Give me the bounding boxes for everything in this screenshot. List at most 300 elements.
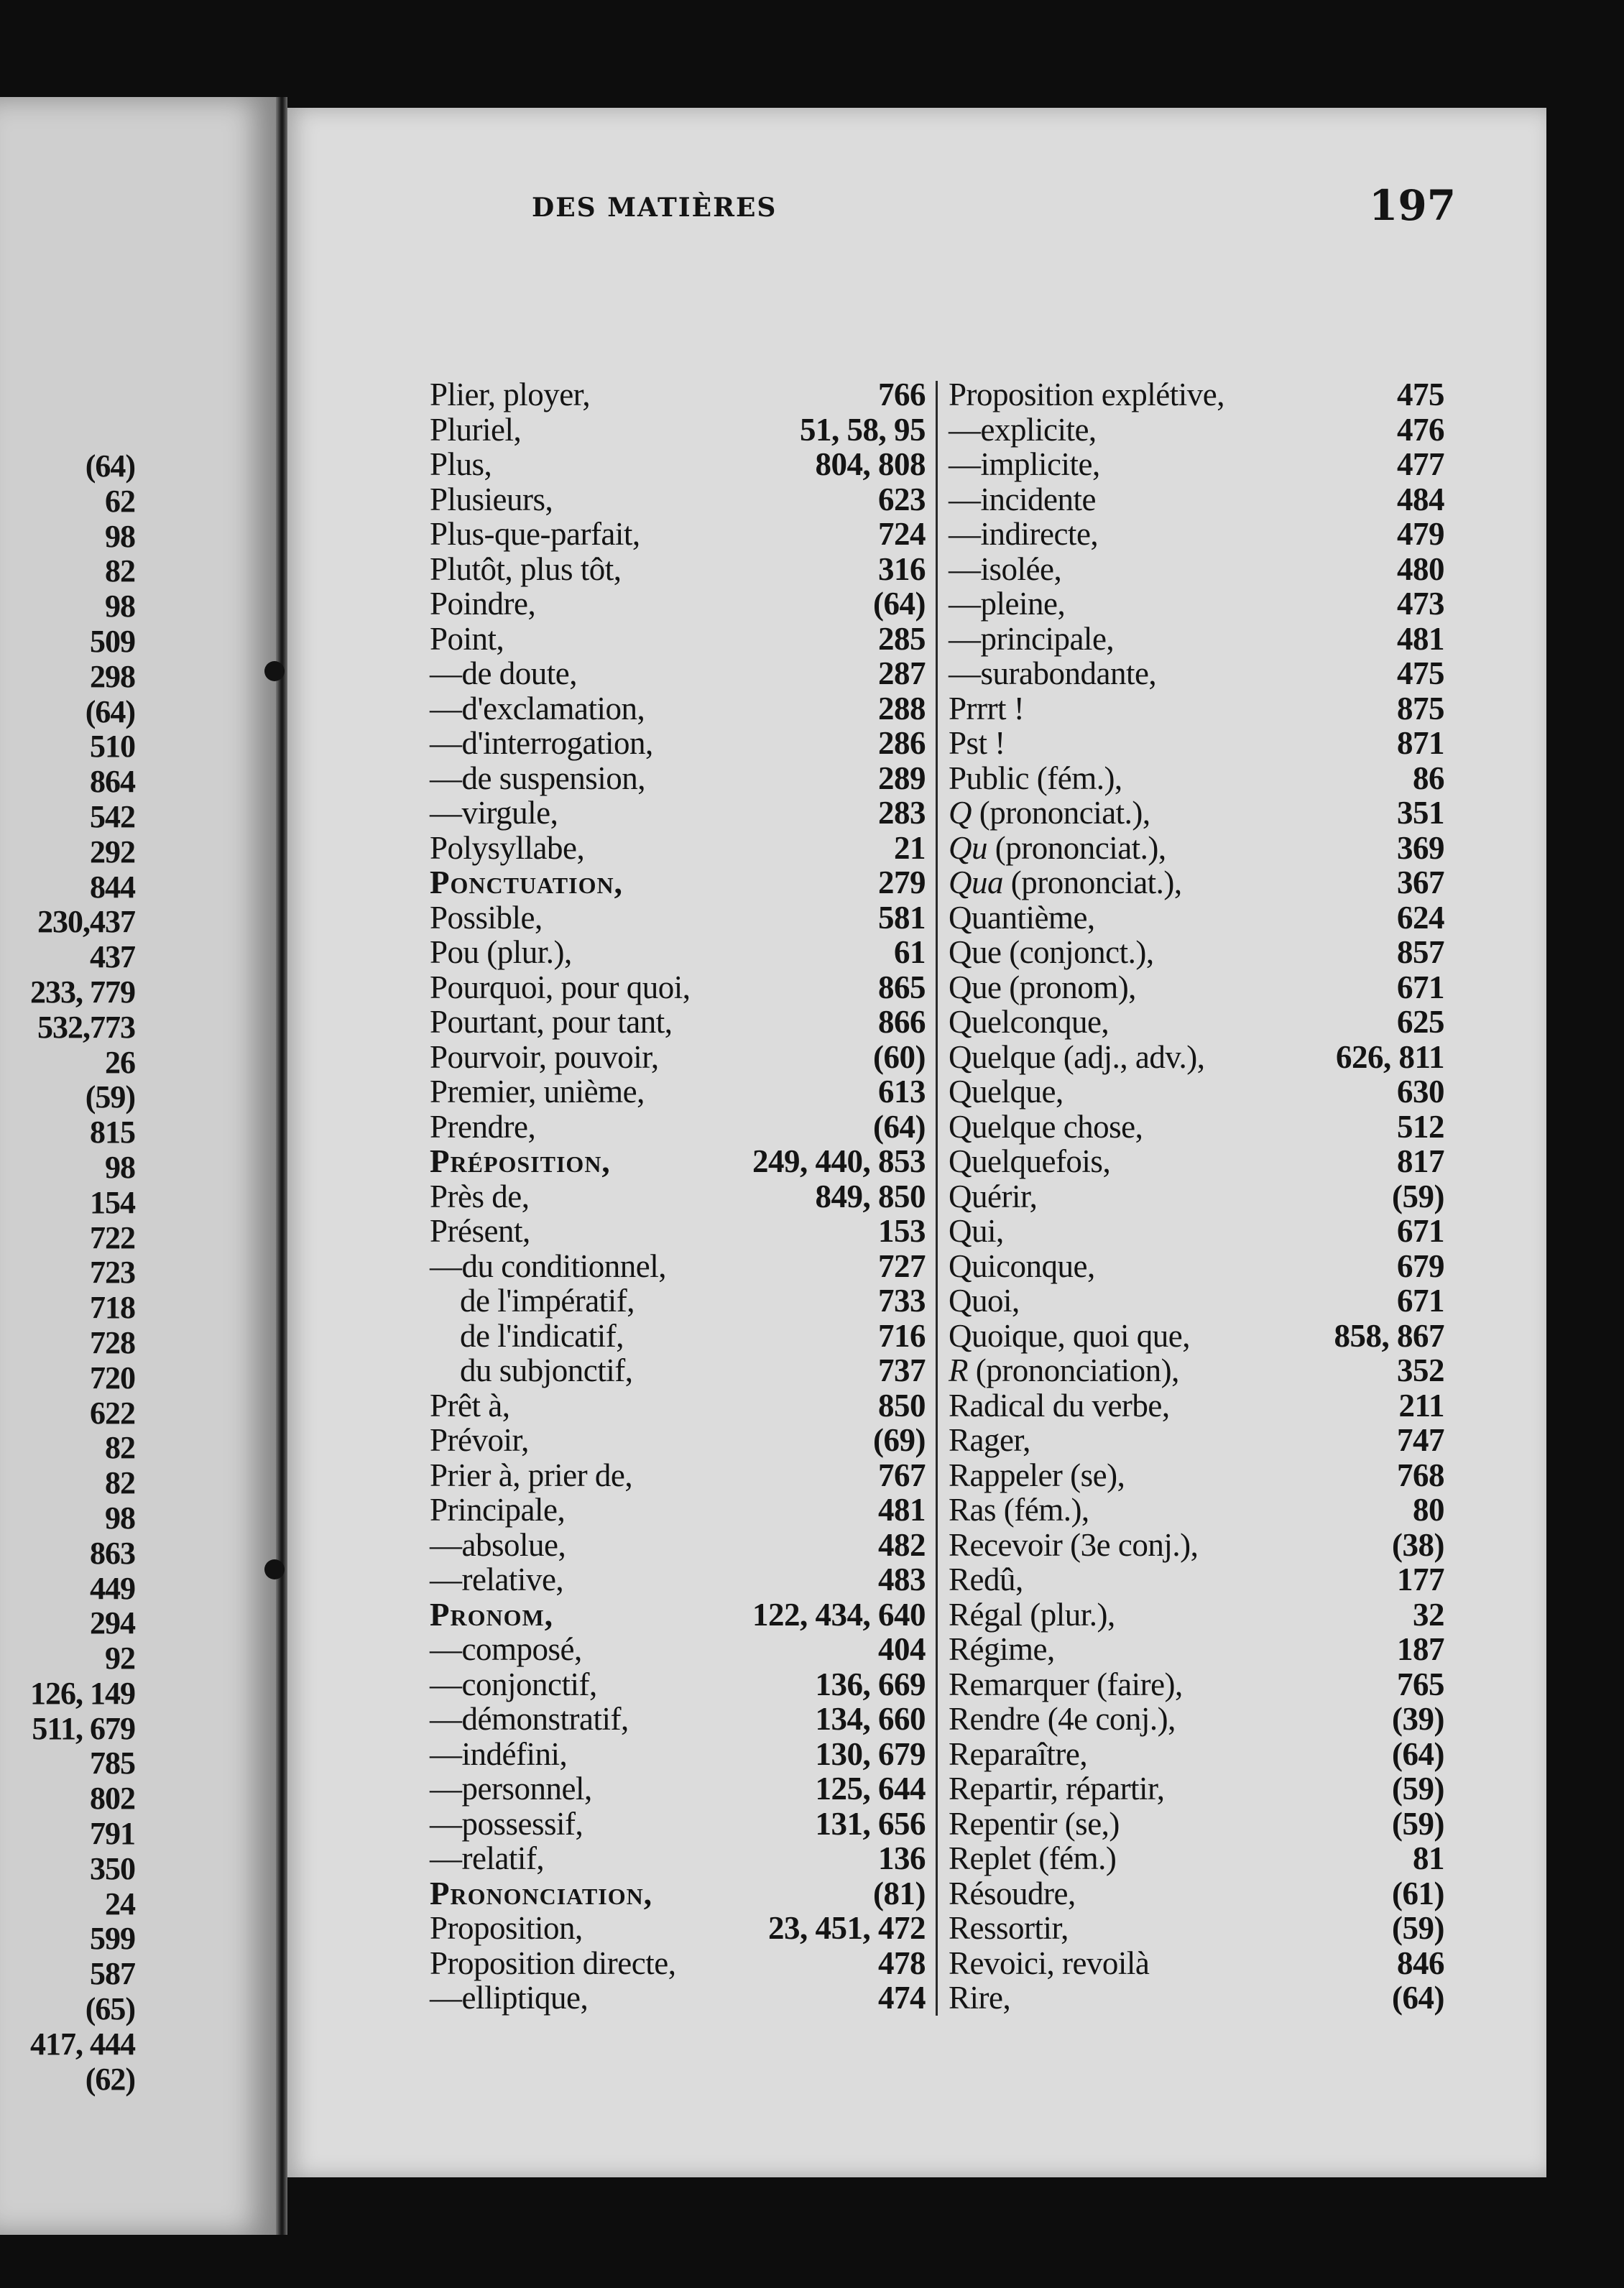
index-entry [430, 1144, 926, 1179]
index-entry [430, 1179, 926, 1214]
index-page-reference: 581 [878, 899, 926, 936]
index-page-reference: (39) [1392, 1701, 1444, 1737]
index-term: Quoi, [949, 1283, 1020, 1319]
index-term: Remarquer (faire), [949, 1666, 1183, 1702]
index-term: —indirecte, [949, 516, 1099, 552]
index-term: Quelquefois, [949, 1143, 1111, 1179]
index-page-reference: 474 [878, 1980, 926, 2016]
index-term: Présent, [430, 1213, 530, 1249]
index-page-reference: (69) [873, 1422, 926, 1458]
index-page-reference: 477 [1397, 446, 1444, 482]
index-entry [949, 900, 1444, 936]
index-entry [949, 482, 1444, 517]
index-page-reference: (38) [1392, 1526, 1444, 1563]
index-page-reference: 211 [1398, 1387, 1444, 1424]
index-entry [949, 795, 1444, 831]
index-entry [949, 1423, 1444, 1458]
previous-page-number: 542 [90, 798, 135, 834]
index-page-reference: 369 [1397, 829, 1444, 866]
index-entry [430, 900, 926, 936]
index-entry [949, 1597, 1444, 1633]
index-entry [430, 412, 926, 448]
binding-stitch [264, 661, 285, 681]
previous-page-fragment [0, 97, 277, 2235]
index-page-reference: 61 [894, 934, 926, 970]
index-term: Ressortir, [949, 1910, 1069, 1946]
index-term: Quérir, [949, 1178, 1038, 1214]
index-page-reference: 747 [1397, 1422, 1444, 1458]
index-page-reference: 613 [878, 1074, 926, 1110]
index-page-reference: 480 [1397, 550, 1444, 587]
index-term: Prévoir, [430, 1422, 529, 1458]
index-page-reference: 671 [1397, 969, 1444, 1005]
previous-page-number: 62 [105, 483, 135, 519]
index-term: Que (conjonct.), [949, 934, 1154, 970]
index-page-reference: 136, 669 [815, 1666, 926, 1702]
index-entry [430, 935, 926, 970]
index-entry [949, 1737, 1444, 1772]
index-term: Quelque (adj., adv.), [949, 1038, 1205, 1075]
index-entry [949, 1458, 1444, 1493]
previous-page-page-numbers [0, 449, 135, 2097]
index-page-reference: (64) [873, 586, 926, 622]
previous-page-number: 510 [90, 729, 135, 765]
index-entry [430, 377, 926, 412]
index-term: Repentir (se,) [949, 1805, 1120, 1842]
index-entry [949, 1632, 1444, 1667]
index-term: —pleine, [949, 586, 1066, 622]
index-term: —composé, [430, 1631, 582, 1667]
index-entry [949, 761, 1444, 796]
index-term: —démonstratif, [430, 1701, 629, 1737]
index-entry [430, 517, 926, 552]
index-page-reference: 817 [1397, 1143, 1444, 1179]
index-page-reference: 473 [1397, 586, 1444, 622]
index-term: Que (pronom), [949, 969, 1136, 1005]
previous-page-number: 92 [105, 1641, 135, 1676]
index-entry [430, 726, 926, 761]
index-term: —relative, [430, 1562, 564, 1597]
index-entry [430, 1214, 926, 1249]
index-term: Qua (prononciat.), [949, 864, 1182, 900]
index-page-reference: 482 [878, 1526, 926, 1563]
index-page-reference: 733 [878, 1283, 926, 1319]
index-entry [430, 1283, 926, 1319]
index-entry [949, 1493, 1444, 1528]
previous-page-number: 622 [90, 1395, 135, 1431]
index-term: Pst ! [949, 725, 1005, 761]
previous-page-number: 292 [90, 834, 135, 869]
index-entry [430, 1841, 926, 1876]
index-term: Résoudre, [949, 1875, 1076, 1911]
previous-page-number: 98 [105, 589, 135, 624]
index-page-reference: 86 [1413, 760, 1444, 796]
index-entry [949, 1528, 1444, 1563]
index-term: Rappeler (se), [949, 1457, 1125, 1493]
previous-page-number: (59) [85, 1079, 135, 1115]
index-term: —explicite, [949, 411, 1097, 448]
index-entry [949, 1946, 1444, 1981]
previous-page-number: 24 [105, 1886, 135, 1922]
index-term: Quoique, quoi que, [949, 1317, 1190, 1354]
index-term: Recevoir (3e conj.), [949, 1526, 1199, 1563]
index-page-reference: 849, 850 [815, 1178, 926, 1214]
index-page-reference: 766 [878, 377, 926, 412]
index-entry [949, 1562, 1444, 1597]
index-entry [949, 970, 1444, 1005]
previous-page-number: 509 [90, 623, 135, 659]
previous-page-number: 720 [90, 1360, 135, 1396]
index-term: —d'exclamation, [430, 690, 645, 726]
index-term: R (prononciation), [949, 1352, 1179, 1388]
index-term: —virgule, [430, 795, 558, 831]
index-entry [430, 482, 926, 517]
previous-page-number: 815 [90, 1115, 135, 1150]
index-term: Quantième, [949, 899, 1095, 936]
index-page-reference: 125, 644 [815, 1771, 926, 1807]
index-page-reference: 351 [1397, 795, 1444, 831]
index-term: Premier, unième, [430, 1074, 645, 1110]
index-page-reference: 624 [1397, 899, 1444, 936]
index-term: —personnel, [430, 1771, 592, 1807]
index-term: —conjonctif, [430, 1666, 597, 1702]
index-entry [949, 1179, 1444, 1214]
index-entry [949, 622, 1444, 657]
index-entry [949, 1771, 1444, 1807]
previous-page-number: 82 [105, 553, 135, 589]
index-entry [949, 1876, 1444, 1911]
index-page-reference: 858, 867 [1334, 1317, 1444, 1354]
index-term: Qui, [949, 1213, 1004, 1249]
index-page-reference: (61) [1392, 1875, 1444, 1911]
index-page-reference: 249, 440, 853 [752, 1143, 926, 1179]
previous-page-number: 532,773 [37, 1009, 135, 1045]
index-entry [430, 1807, 926, 1842]
index-page-reference: 623 [878, 481, 926, 517]
index-page-reference: 871 [1397, 725, 1444, 761]
index-term: —de suspension, [430, 760, 645, 796]
index-term: Plus-que-parfait, [430, 516, 640, 552]
index-page-reference: 131, 656 [815, 1805, 926, 1842]
index-term: Quelque, [949, 1074, 1064, 1110]
index-term: Prendre, [430, 1108, 536, 1145]
index-entry [949, 726, 1444, 761]
previous-page-number: 587 [90, 1956, 135, 1992]
index-page-reference: 483 [878, 1562, 926, 1597]
index-entry [430, 1562, 926, 1597]
index-entry [430, 1458, 926, 1493]
index-page-reference: 289 [878, 760, 926, 796]
index-term: Redû, [949, 1562, 1023, 1597]
index-entry [949, 447, 1444, 482]
index-entry [430, 795, 926, 831]
previous-page-number: 154 [90, 1184, 135, 1220]
previous-page-number: 864 [90, 764, 135, 800]
index-entry [949, 1841, 1444, 1876]
index-term: Qu (prononciat.), [949, 829, 1166, 866]
index-entry [430, 1423, 926, 1458]
index-term: Ponctuation, [430, 864, 623, 900]
index-term: Proposition, [430, 1910, 583, 1946]
index-page-reference: 484 [1397, 481, 1444, 517]
index-page-reference: 476 [1397, 411, 1444, 448]
index-term: —relatif, [430, 1840, 545, 1876]
index-page-reference: (64) [1392, 1735, 1444, 1772]
index-term: —principale, [949, 620, 1115, 657]
previous-page-number: 718 [90, 1290, 135, 1326]
index-page-reference: 187 [1397, 1631, 1444, 1667]
previous-page-number: 82 [105, 1465, 135, 1501]
index-entry [430, 761, 926, 796]
index-page-reference: 352 [1397, 1352, 1444, 1388]
index-term: Prier à, prier de, [430, 1457, 633, 1493]
index-entry [949, 1110, 1444, 1145]
index-page-reference: 857 [1397, 934, 1444, 970]
index-page-reference: 481 [878, 1492, 926, 1528]
index-term: Revoici, revoilà [949, 1945, 1150, 1981]
index-page-reference: 153 [878, 1213, 926, 1249]
index-page-reference: 767 [878, 1457, 926, 1493]
index-page-reference: 478 [878, 1945, 926, 1981]
previous-page-number: 437 [90, 939, 135, 975]
index-term: —du conditionnel, [430, 1247, 666, 1284]
index-term: Possible, [430, 899, 543, 936]
index-term: Près de, [430, 1178, 530, 1214]
index-page-reference: 479 [1397, 516, 1444, 552]
index-entry [949, 1005, 1444, 1040]
index-entry [430, 1249, 926, 1284]
running-title: DES MATIÈRES [532, 193, 778, 223]
index-page-reference: 404 [878, 1631, 926, 1667]
index-term: Point, [430, 620, 504, 657]
previous-page-number: 802 [90, 1781, 135, 1817]
index-entry [949, 1214, 1444, 1249]
index-page-reference: 481 [1397, 620, 1444, 657]
index-entry [430, 1771, 926, 1807]
index-entry [949, 691, 1444, 726]
index-entry [430, 865, 926, 900]
index-term: Pourquoi, pour quoi, [430, 969, 691, 1005]
index-entry [949, 1807, 1444, 1842]
index-entry [430, 1319, 926, 1354]
previous-page-number: (65) [85, 1991, 135, 2027]
index-page-reference: 316 [878, 550, 926, 587]
index-term: —de doute, [430, 655, 577, 691]
index-term: Proposition directe, [430, 1945, 676, 1981]
index-entry [430, 1110, 926, 1145]
previous-page-number: 844 [90, 869, 135, 905]
index-term: Rire, [949, 1980, 1011, 2016]
index-term: Pronom, [430, 1596, 553, 1633]
index-page-reference: (64) [1392, 1980, 1444, 2016]
index-page-reference: 475 [1397, 655, 1444, 691]
index-page-reference: (81) [873, 1875, 926, 1911]
index-term: Public (fém.), [949, 760, 1122, 796]
index-page-reference: 134, 660 [815, 1701, 926, 1737]
index-entry [430, 1074, 926, 1110]
index-entry [949, 935, 1444, 970]
index-term: Quelconque, [949, 1004, 1109, 1040]
index-entry [949, 1249, 1444, 1284]
index-page-reference: 177 [1397, 1562, 1444, 1597]
index-term: Quelque chose, [949, 1108, 1143, 1145]
index-term: Pou (plur.), [430, 934, 572, 970]
index-entry [430, 1737, 926, 1772]
index-page-reference: (59) [1392, 1178, 1444, 1214]
index-entry [430, 1632, 926, 1667]
index-term: Principale, [430, 1492, 566, 1528]
index-page-reference: 287 [878, 655, 926, 691]
index-page-reference: (59) [1392, 1771, 1444, 1807]
previous-page-number: 98 [105, 1149, 135, 1185]
previous-page-number: 599 [90, 1921, 135, 1957]
previous-page-number: 722 [90, 1219, 135, 1255]
index-entry [949, 656, 1444, 691]
index-term: Prêt à, [430, 1387, 510, 1424]
index-page-reference: (59) [1392, 1805, 1444, 1842]
index-entry [949, 865, 1444, 900]
index-entry [949, 1388, 1444, 1424]
index-term: Prononciation, [430, 1875, 652, 1911]
index-entry [949, 1040, 1444, 1075]
index-term: Plutôt, plus tôt, [430, 550, 622, 587]
index-page-reference: 679 [1397, 1247, 1444, 1284]
previous-page-number: 350 [90, 1850, 135, 1886]
index-term: Replet (fém.) [949, 1840, 1117, 1876]
index-term: Régime, [949, 1631, 1055, 1667]
index-page-reference: 875 [1397, 690, 1444, 726]
index-page-reference: 846 [1397, 1945, 1444, 1981]
index-entry [949, 1283, 1444, 1319]
previous-page-number: 98 [105, 518, 135, 554]
index-page-reference: 865 [878, 969, 926, 1005]
index-entry [430, 1528, 926, 1563]
index-term: Plus, [430, 446, 492, 482]
index-term: Pourtant, pour tant, [430, 1004, 673, 1040]
index-page-reference: 512 [1397, 1108, 1444, 1145]
index-term: —indéfini, [430, 1735, 568, 1772]
index-term: de l'indicatif, [460, 1317, 624, 1354]
index-page-reference: 51, 58, 95 [800, 411, 926, 448]
index-term: Repartir, répartir, [949, 1771, 1165, 1807]
previous-page-number: 785 [90, 1745, 135, 1781]
index-page-reference: 285 [878, 620, 926, 657]
index-page-reference: 23, 451, 472 [768, 1910, 926, 1946]
index-page-reference: (59) [1392, 1910, 1444, 1946]
previous-page-number: 863 [90, 1535, 135, 1571]
index-page-reference: 626, 811 [1335, 1038, 1444, 1075]
index-term: Quiconque, [949, 1247, 1095, 1284]
index-entry [430, 1353, 926, 1388]
previous-page-number: 126, 149 [30, 1675, 135, 1711]
index-page-reference: 768 [1397, 1457, 1444, 1493]
index-term: Pluriel, [430, 411, 522, 448]
index-entry [430, 1980, 926, 2016]
index-page-reference: 866 [878, 1004, 926, 1040]
column-divider [936, 381, 938, 2016]
index-term: Radical du verbe, [949, 1387, 1170, 1424]
index-term: Reparaître, [949, 1735, 1088, 1772]
index-term: de l'impératif, [460, 1283, 635, 1319]
index-entry [430, 970, 926, 1005]
previous-page-number: 728 [90, 1324, 135, 1360]
index-entry [430, 447, 926, 482]
index-page-reference: 279 [878, 864, 926, 900]
book-binding [276, 97, 287, 2235]
index-entry [430, 1876, 926, 1911]
index-page-reference: 136 [878, 1840, 926, 1876]
index-entry [430, 1667, 926, 1702]
previous-page-number: 26 [105, 1044, 135, 1080]
previous-page-number: 82 [105, 1430, 135, 1466]
index-term: Poindre, [430, 586, 536, 622]
index-term: —surabondante, [949, 655, 1157, 691]
index-entry [949, 412, 1444, 448]
index-entry [430, 691, 926, 726]
index-term: Pourvoir, pouvoir, [430, 1038, 659, 1075]
index-page-reference: 850 [878, 1387, 926, 1424]
index-entry [430, 1702, 926, 1737]
index-entry [949, 1911, 1444, 1946]
index-term: Ras (fém.), [949, 1492, 1089, 1528]
index-entry [949, 1144, 1444, 1179]
index-page-reference: 671 [1397, 1283, 1444, 1319]
index-term: Proposition explétive, [949, 377, 1224, 412]
index-page-reference: (60) [873, 1038, 926, 1075]
index-term: —elliptique, [430, 1980, 589, 2016]
index-page-reference: 671 [1397, 1213, 1444, 1249]
previous-page-number: 417, 444 [30, 2026, 135, 2062]
index-entry [949, 1980, 1444, 2016]
index-entry [949, 1319, 1444, 1354]
index-entry [430, 1911, 926, 1946]
index-page-reference: 130, 679 [815, 1735, 926, 1772]
index-page-reference: 737 [878, 1352, 926, 1388]
index-page-reference: 283 [878, 795, 926, 831]
index-entry [430, 622, 926, 657]
previous-page-number: 294 [90, 1605, 135, 1641]
index-entry [430, 1005, 926, 1040]
index-page-reference: 475 [1397, 377, 1444, 412]
previous-page-number: 230,437 [37, 904, 135, 940]
index-entry [949, 831, 1444, 866]
previous-page-number: 233, 779 [30, 974, 135, 1010]
index-column-right [949, 377, 1444, 2016]
index-entry [430, 1388, 926, 1424]
page-number: 197 [1369, 181, 1457, 230]
index-page-reference: 288 [878, 690, 926, 726]
index-term: Préposition, [430, 1143, 611, 1179]
index-term: Prrrt ! [949, 690, 1025, 726]
index-term: Plusieurs, [430, 481, 553, 517]
index-entry [949, 586, 1444, 622]
index-term: Polysyllabe, [430, 829, 585, 866]
index-entry [430, 831, 926, 866]
index-page-reference: 32 [1413, 1596, 1444, 1633]
index-page-reference: 804, 808 [815, 446, 926, 482]
index-page-reference: 81 [1413, 1840, 1444, 1876]
index-term: Plier, ployer, [430, 377, 591, 412]
previous-page-number: 723 [90, 1255, 135, 1291]
previous-page-number: (64) [85, 693, 135, 729]
index-page-reference: 286 [878, 725, 926, 761]
index-term: —d'interrogation, [430, 725, 653, 761]
index-page-reference: 716 [878, 1317, 926, 1354]
previous-page-number: (64) [85, 448, 135, 484]
index-term: —implicite, [949, 446, 1100, 482]
index-term: —isolée, [949, 550, 1062, 587]
index-page-reference: 80 [1413, 1492, 1444, 1528]
